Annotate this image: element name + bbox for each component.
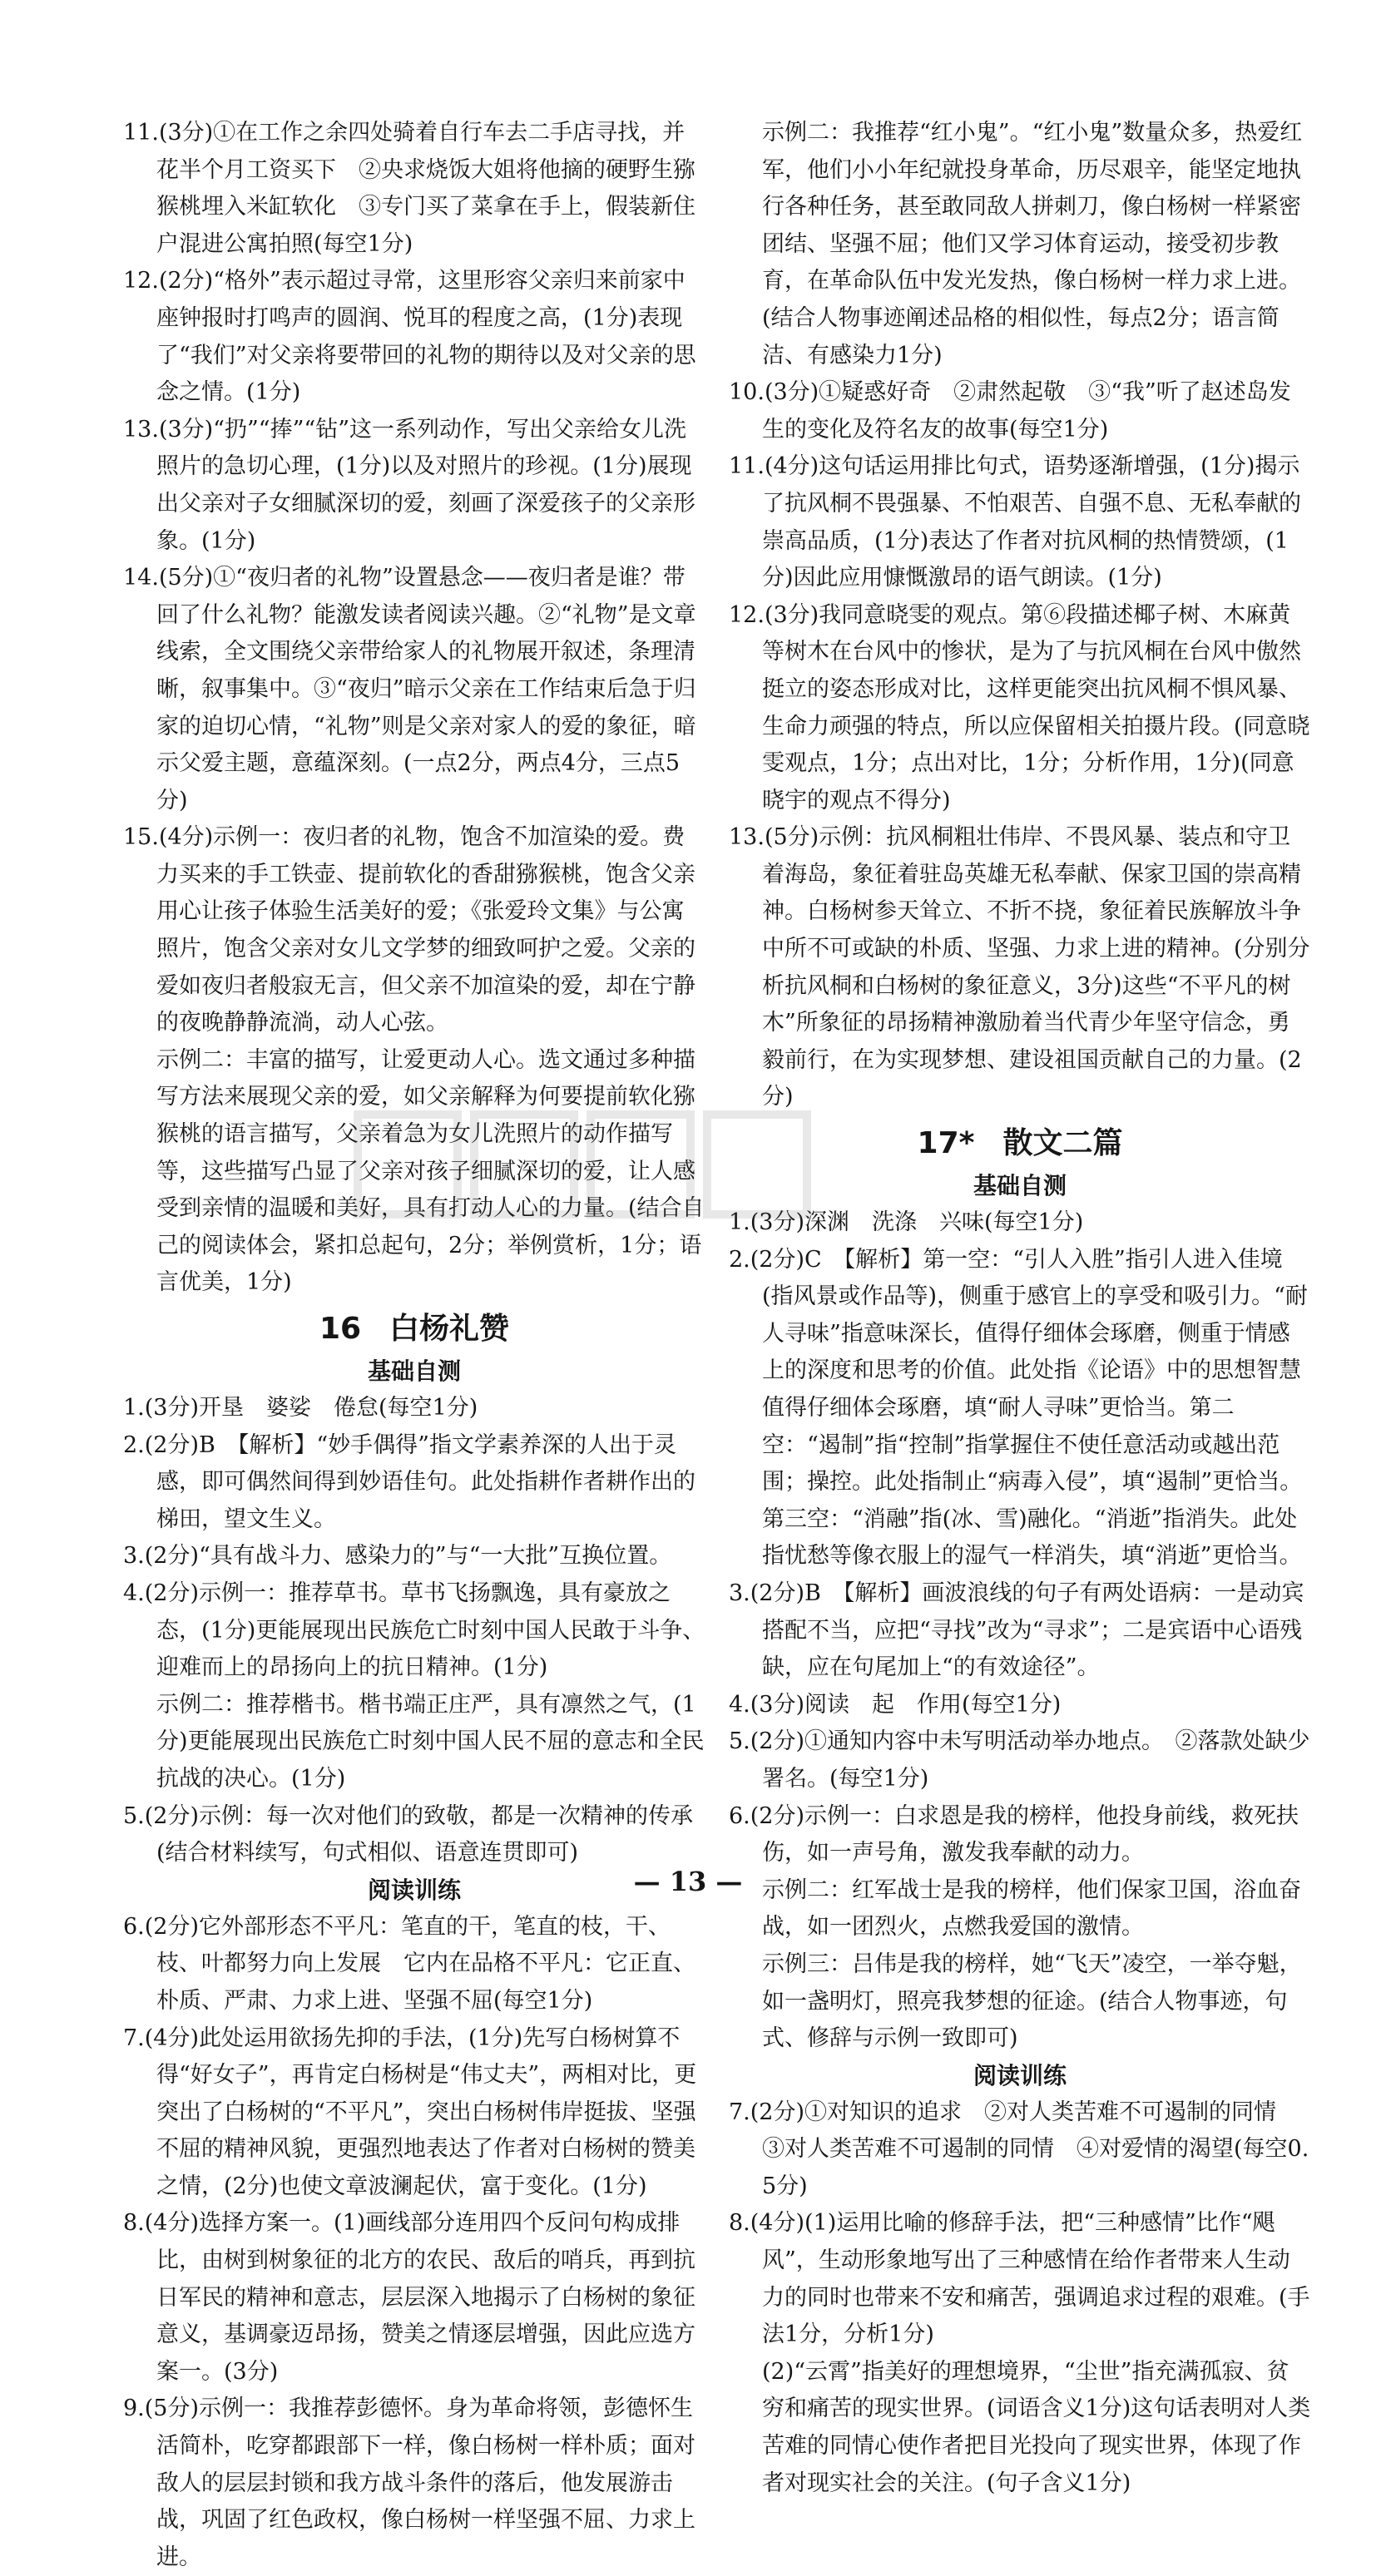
l16-answer-q2: 2.(2分)B 【解析】“妙手偶得”指文学素养深的人出于灵感，即可偶然间得到妙语佳句。此处指耕作者耕作出的梯田，望文生义。: [123, 1431, 695, 1532]
l17-answer-q4: 4.(3分)阅读 起 作用(每空1分): [729, 1691, 1062, 1718]
section-reading-training: 阅读训练: [367, 1876, 461, 1904]
section-reading-training-17: 阅读训练: [973, 2061, 1067, 2089]
answer-q13: 13.(3分)“扔”“捧”“钻”这一系列动作，写出父亲给女儿洗照片的急切心理，(1分)以及对照片的珍视。(1分)展现出父亲对子女细腻深切的爱，刻画了深爱孩子的父亲形象。(1分): [123, 416, 695, 554]
l16-answer-q4-example-2: 示例二：推荐楷书。楷书端正庄严，具有凛然之气，(1分)更能展现出民族危亡时刻中国人民不屈的意志和全民抗战的决心。(1分): [156, 1691, 705, 1792]
l17-answer-q6-example-3: 示例三：吕伟是我的榜样，她“飞天”凌空，一举夺魁，如一盏明灯，照亮我梦想的征途。(结合人物事迹，句式、修辞与示例一致即可): [762, 1951, 1302, 2052]
answer-q15: 15.(4分)示例一：夜归者的礼物，饱含不加渲染的爱。费力买来的手工铁壶、提前软化的香甜猕猴桃，饱含父亲用心让孩子体验生活美好的爱；《张爱玲文集》与公寓照片，饱含父亲对女儿文学梦的细致呵护之爱。父亲的爱如夜归者般寂无言，但父亲不加渲染的爱，却在宁静的夜晚静静流淌，动人心弦。: [123, 824, 695, 1036]
section-basic-test: 基础自测: [367, 1357, 461, 1385]
l17-answer-q6-example-2: 示例二：红军战士是我的榜样，他们保家卫国，浴血奋战，如一团烈火，点燃我爱国的激情。: [762, 1876, 1301, 1941]
l17-answer-q8-part-2: (2)“云霄”指美好的理想境界，“尘世”指充满孤寂、贫穷和痛苦的现实世界。(词语含义1分)这句话表明对人类苦难的同情心使作者把目光投向了现实世界，体现了作者对现实社会的关注。(句子含义1分): [762, 2358, 1311, 2496]
l16-answer-q6: 6.(2分)它外部形态不平凡：笔直的干，笔直的枝，干、枝、叶都努力向上发展 它内在品格不平凡：它正直、朴质、严肃、力求上进、坚强不屈(每空1分): [123, 1913, 695, 2014]
l17-answer-q1: 1.(3分)深渊 洗涤 兴味(每空1分): [729, 1209, 1084, 1236]
l16-answer-q9: 9.(5分)示例一：我推荐彭德怀。身为革命将领，彭德怀生活简朴，吃穿都跟部下一样，像白杨树一样朴质；面对敌人的层层封锁和我方战斗条件的落后，他发展游击战，巩固了红色政权，像白杨树一样坚强不屈、力求上进。: [123, 2396, 695, 2570]
answer-q15-example-2: 示例二：丰富的描写，让爱更动人心。选文通过多种描写方法来展现父亲的爱，如父亲解释为何要提前软化猕猴桃的语言描写，父亲着急为女儿洗照片的动作描写等，这些描写凸显了父亲对孩子细腻深切的爱，让人感受到亲情的温暖和美好，具有打动人心的力量。(结合自己的阅读体会，紧扣总起句，2分；举例赏析，1分；语言优美，1分): [156, 1046, 705, 1296]
answer-q12: 12.(2分)“格外”表示超过寻常，这里形容父亲归来前家中座钟报时打鸣声的圆润、悦耳的程度之高，(1分)表现了“我们”对父亲将要带回的礼物的期待以及对父亲的思念之情。(1分): [123, 268, 696, 406]
l16-answer-q8: 8.(4分)选择方案一。(1)画线部分连用四个反问句构成排比，由树到树象征的北方的农民、敌后的哨兵，再到抗日军民的精神和意志，层层深入地揭示了白杨树的象征意义，基调豪迈昂扬，赞美之情逐层增强，因此应选方案一。(3分): [123, 2210, 695, 2385]
lesson-17-title: [729, 1120, 1311, 1168]
l17-answer-q5: 5.(2分)①通知内容中未写明活动举办地点。 ②落款处缺少署名。(每空1分): [729, 1728, 1310, 1792]
l17-answer-q7: 7.(2分)①对知识的追求 ②对人类苦难不可遏制的同情 ③对人类苦难不可遏制的同情 ④对爱情的渴望(每空0.5分): [729, 2099, 1309, 2199]
left-column: [123, 115, 705, 2576]
lesson-17-number: 17*: [917, 1126, 975, 1161]
l16-answer-q1: 1.(3分)开垦 婆娑 倦怠(每空1分): [123, 1395, 478, 1421]
answer-q12-right: 12.(3分)我同意晓雯的观点。第⑥段描述椰子树、木麻黄等树木在台风中的惨状，是为了与抗风桐在台风中傲然挺立的姿态形成对比，这样更能突出抗风桐不惧风暴、生命力顽强的特点，所以应保留相关拍摄片段。(同意晓雯观点，1分；点出对比，1分；分析作用，1分)(同意晓宇的观点不得分): [729, 601, 1310, 813]
answer-q13-right: 13.(5分)示例：抗风桐粗壮伟岸、不畏风暴、装点和守卫着海岛，象征着驻岛英雄无私奉献、保家卫国的崇高精神。白杨树参天耸立、不折不挠，象征着民族解放斗争中所不可或缺的朴质、坚强、力求上进的精神。(分别分析抗风桐和白杨树的象征意义，3分)这些“不平凡的树木”所象征的昂扬精神激励着当代青少年坚守信念，勇毅前行，在为实现梦想、建设祖国贡献自己的力量。(2分): [729, 824, 1310, 1110]
lesson-16-title: [123, 1305, 705, 1353]
l17-answer-q2: 2.(2分)C 【解析】第一空：“引人入胜”指引人进入佳境(指风景或作品等)，侧重于感官上的享受和吸引力。“耐人寻味”指意味深长，值得仔细体会琢磨，侧重于情感上的深度和思考的价值。此处指《论语》中的思想智慧值得仔细体会琢磨，填“耐人寻味”更恰当。第二空：“遏制”指“控制”指掌握住不使任意活动或越出范围；操控。此处指制止“病毒入侵”，填“遏制”更恰当。第三空：“消融”指(冰、雪)融化。“消逝”指消失。此处指忧愁等像衣服上的湿气一样消失，填“消逝”更恰当。: [729, 1246, 1308, 1570]
answer-q11-right: 11.(4分)这句话运用排比句式，语势逐渐增强，(1分)揭示了抗风桐不畏强暴、不怕艰苦、自强不息、无私奉献的崇高品质，(1分)表达了作者对抗风桐的热情赞颂，(1分)因此应用慷慨激昂的语气朗读。(1分): [729, 453, 1301, 591]
lesson-17-name: 散文二篇: [1002, 1126, 1123, 1161]
answer-q11: 11.(3分)①在工作之余四处骑着自行车去二手店寻找，并花半个月工资买下 ②央求烧饭大姐将他摘的硬野生猕猴桃埋入米缸软化 ③专门买了菜拿在手上，假装新住户混进公寓拍照(每空1分): [123, 120, 695, 257]
answer-q10: 10.(3分)①疑惑好奇 ②肃然起敬 ③“我”听了赵述岛发生的变化及符名友的故事(每空1分): [729, 379, 1291, 443]
answer-q9-example-2: 示例二：我推荐“红小鬼”。“红小鬼”数量众多，热爱红军，他们小小年纪就投身革命，历尽艰辛，能坚定地执行各种任务，甚至敢同敌人拼刺刀，像白杨树一样紧密团结、坚强不屈；他们又学习体育运动，接受初步教育，在革命队伍中发光发热，像白杨树一样力求上进。(结合人物事迹阐述品格的相似性，每点2分；语言简洁、有感染力1分): [762, 120, 1303, 368]
l16-answer-q7: 7.(4分)此处运用欲扬先抑的手法，(1分)先写白杨树算不得“好女子”，再肯定白杨树是“伟丈夫”，两相对比，更突出了白杨树的“不平凡”，突出白杨树伟岸挺拔、坚强不屈的精神风貌，更强烈地表达了作者对白杨树的赞美之情，(2分)也使文章波澜起伏，富于变化。(1分): [123, 2025, 697, 2199]
lesson-16-name: 白杨礼赞: [389, 1312, 510, 1346]
section-basic-test-17: 基础自测: [973, 1172, 1067, 1200]
l16-answer-q3: 3.(2分)“具有战斗力、感染力的”与“一大批”互换位置。: [123, 1543, 672, 1570]
lesson-16-number: 16: [319, 1312, 362, 1346]
l16-answer-q5: 5.(2分)示例：每一次对他们的致敬，都是一次精神的传承(结合材料续写，句式相似、语意连贯即可): [123, 1802, 694, 1866]
page-number: — 13 —: [633, 1866, 743, 1897]
answer-q14: 14.(5分)①“夜归者的礼物”设置悬念——夜归者是谁？带回了什么礼物？能激发读者阅读兴趣。②“礼物”是文章线索，全文围绕父亲带给家人的礼物展开叙述，条理清晰，叙事集中。③“夜归”暗示父亲在工作结束后急于归家的迫切心情，“礼物”则是父亲对家人的爱的象征，暗示父爱主题，意蕴深刻。(一点2分，两点4分，三点5分): [123, 565, 696, 813]
l16-answer-q4: 4.(2分)示例一：推荐草书。草书飞扬飘逸，具有豪放之态，(1分)更能展现出民族危亡时刻中国人民敢于斗争、迎难而上的昂扬向上的抗日精神。(1分): [123, 1580, 705, 1681]
l17-answer-q8: 8.(4分)(1)运用比喻的修辞手法，把“三种感情”比作“飓风”，生动形象地写出了三种感情在给作者带来人生动力的同时也带来不安和痛苦，强调追求过程的艰难。(手法1分，分析1分): [729, 2210, 1310, 2348]
l17-answer-q6: 6.(2分)示例一：白求恩是我的榜样，他投身前线，救死扶伤，如一声号角，激发我奉献的动力。: [729, 1802, 1299, 1866]
right-column: [729, 115, 1311, 2502]
l17-answer-q3: 3.(2分)B 【解析】画波浪线的句子有两处语病：一是动宾搭配不当，应把“寻找”改为“寻求”；二是宾语中心语残缺，应在句尾加上“的有效途径”。: [729, 1580, 1304, 1681]
